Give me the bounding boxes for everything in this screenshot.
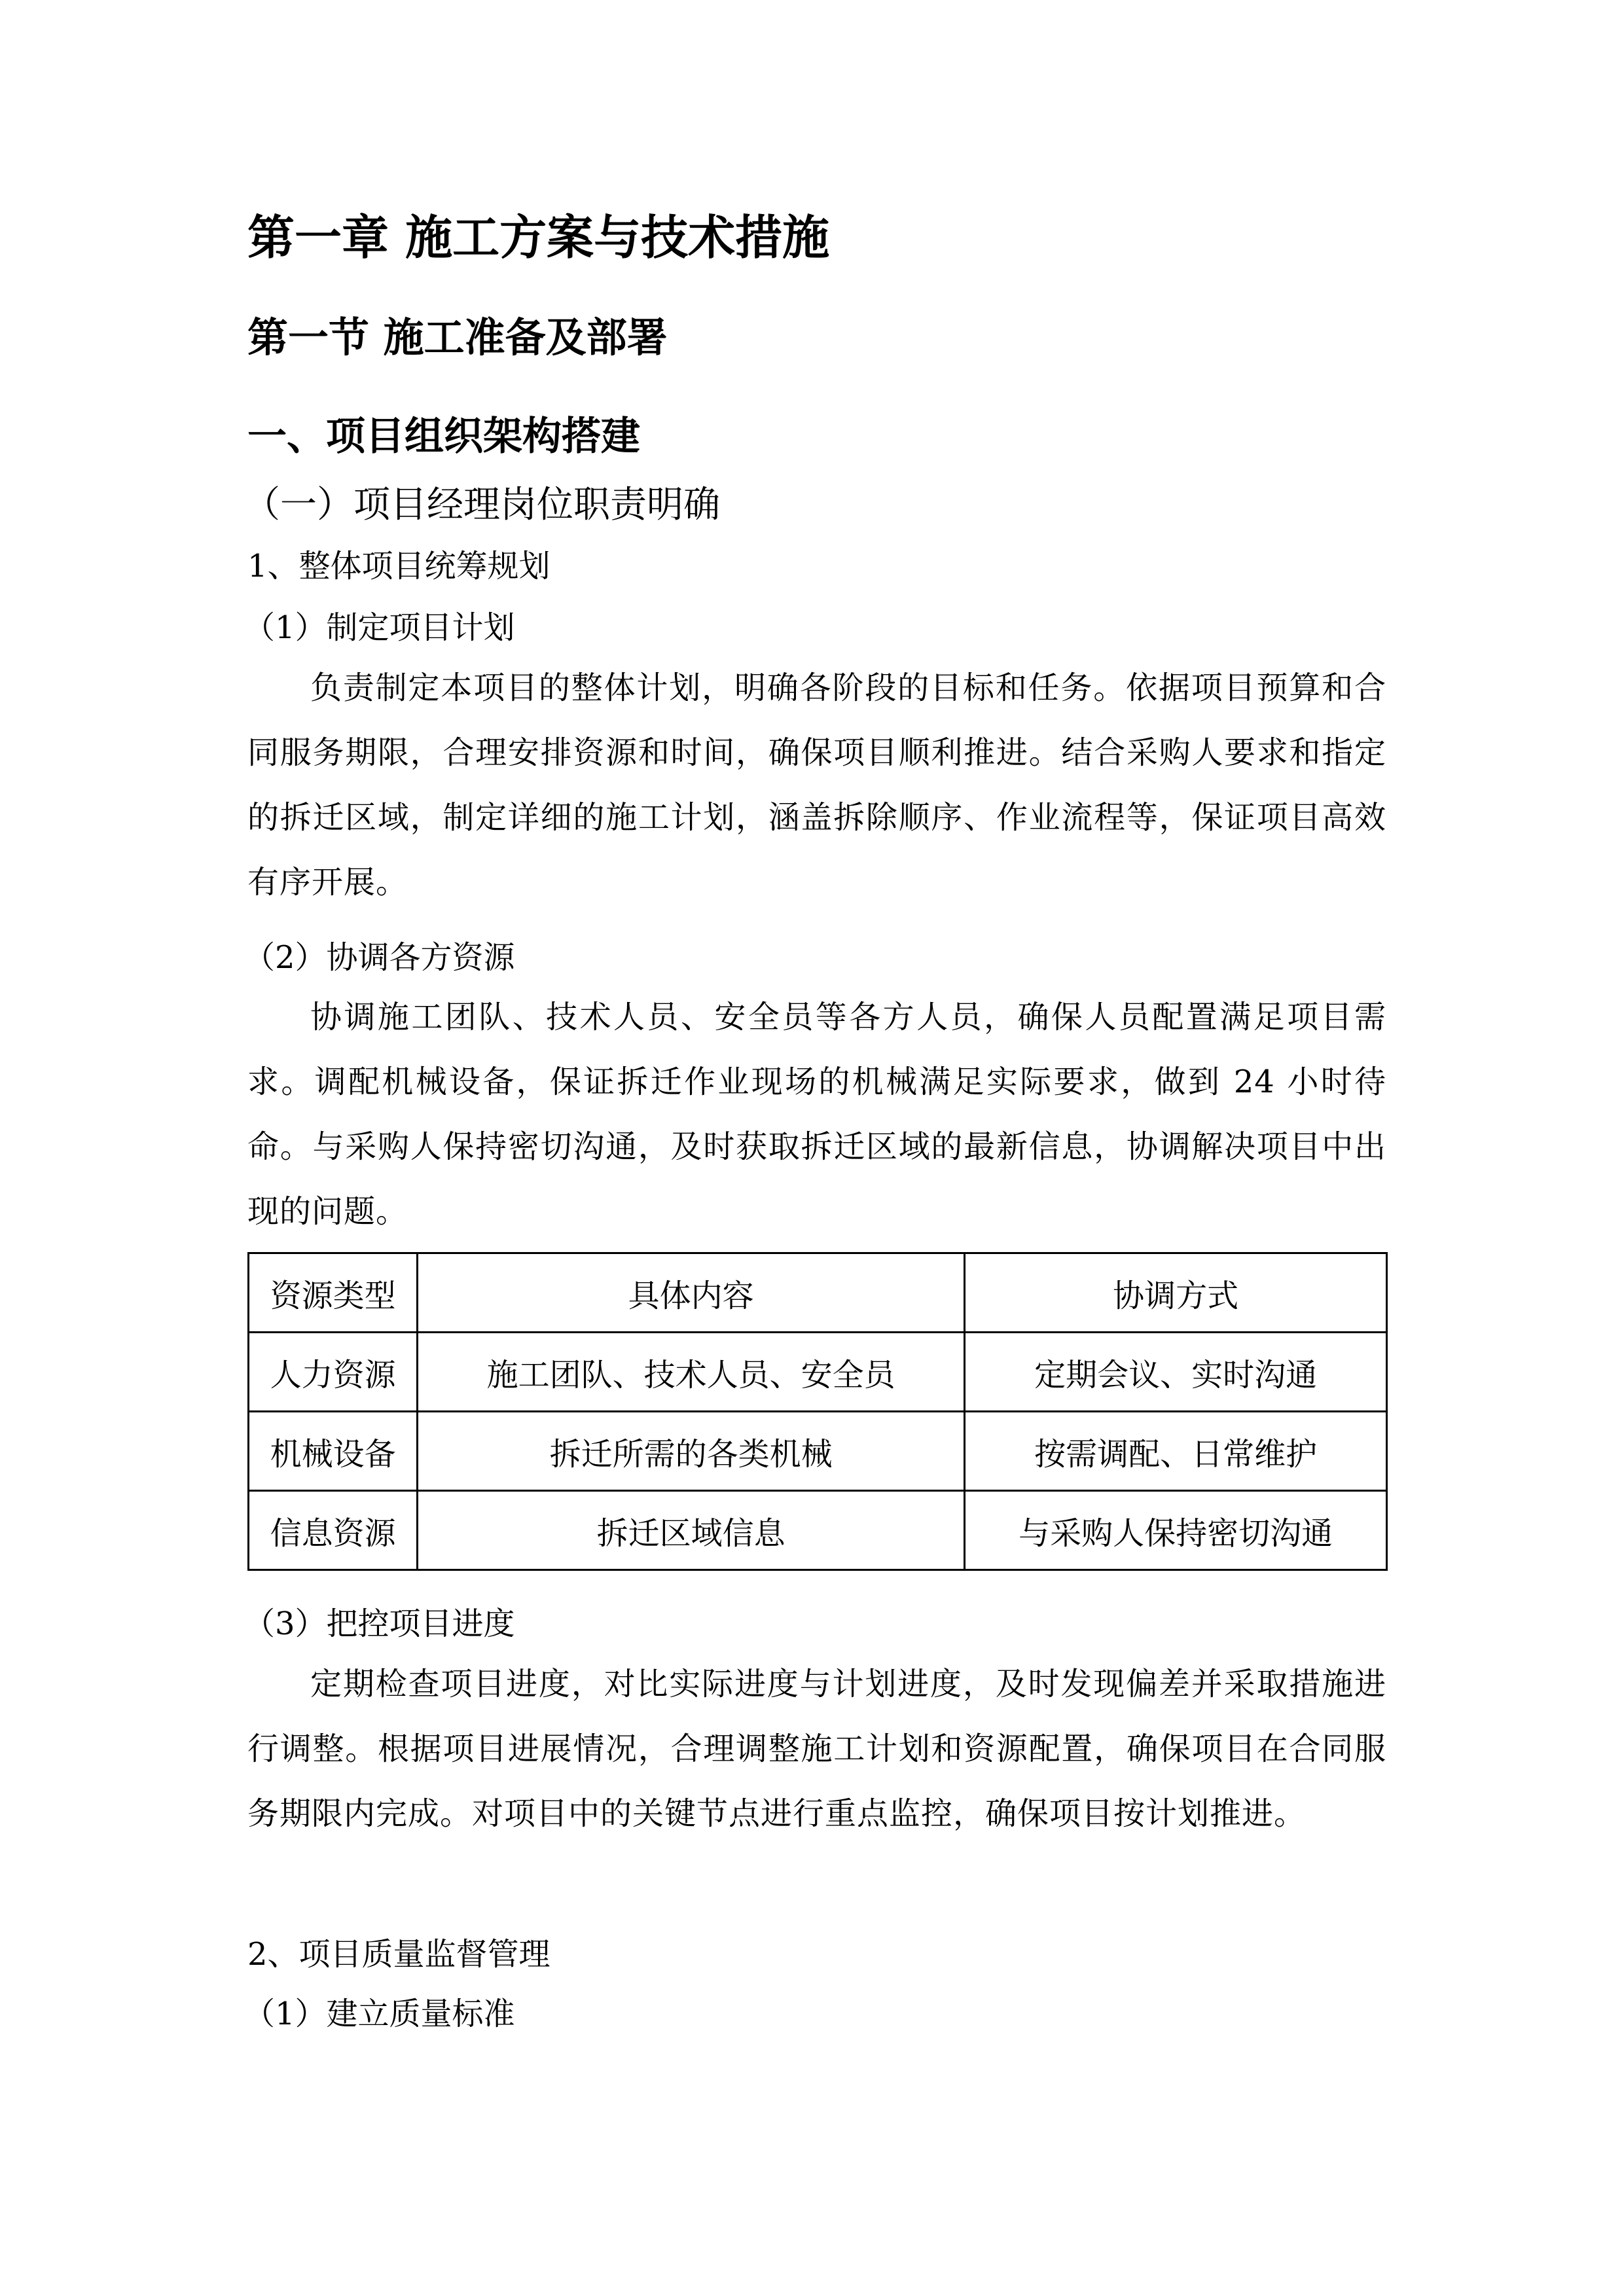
- item1-p1-title: （1）制定项目计划: [244, 609, 515, 646]
- table-cell: 与采购人保持密切沟通: [965, 1491, 1387, 1570]
- table-cell: 机械设备: [249, 1412, 418, 1491]
- table-cell: 施工团队、技术人员、安全员: [418, 1333, 965, 1412]
- section-title: 第一节 施工准备及部署: [247, 314, 668, 361]
- part-title: 一、项目组织架构搭建: [247, 414, 640, 459]
- table-header-cell: 具体内容: [418, 1253, 965, 1333]
- table-cell: 信息资源: [249, 1491, 418, 1570]
- item1-p2-text: 协调施工团队、技术人员、安全员等各方人员，确保人员配置满足项目需求。调配机械设备，保证拆迁作业现场的机械满足实际要求，做到 24 小时待命。与采购人保持密切沟通，及时获取拆迁区域的最新信息，协调解决项目中出现的问题。: [247, 999, 1386, 1230]
- sub-title: （一）项目经理岗位职责明确: [244, 484, 720, 526]
- table-cell: 定期会议、实时沟通: [965, 1333, 1387, 1412]
- chapter-title: 第一章 施工方案与技术措施: [247, 210, 830, 265]
- table-row: [249, 1333, 1387, 1412]
- item1-p1-text: 负责制定本项目的整体计划，明确各阶段的目标和任务。依据项目预算和合同服务期限，合理安排资源和时间，确保项目顺利推进。结合采购人要求和指定的拆迁区域，制定详细的施工计划，涵盖拆除顺序、作业流程等，保证项目高效有序开展。: [247, 670, 1386, 901]
- item1-p3-text: 定期检查项目进度，对比实际进度与计划进度，及时发现偏差并采取措施进行调整。根据项目进展情况，合理调整施工计划和资源配置，确保项目在合同服务期限内完成。对项目中的关键节点进行重点监控，确保项目按计划推进。: [247, 1666, 1386, 1832]
- table-cell: 拆迁所需的各类机械: [418, 1412, 965, 1491]
- item1-p2-title: （2）协调各方资源: [244, 939, 515, 976]
- table-header-cell: 协调方式: [965, 1253, 1387, 1333]
- item1-title: 1、整体项目统筹规划: [247, 548, 550, 584]
- table-row: [249, 1412, 1387, 1491]
- table-header-cell: 资源类型: [249, 1253, 418, 1333]
- item2-title: 2、项目质量监督管理: [247, 1936, 550, 1973]
- item1-p3-title: （3）把控项目进度: [244, 1605, 515, 1642]
- table-cell: 按需调配、日常维护: [965, 1412, 1387, 1491]
- table-cell: 拆迁区域信息: [418, 1491, 965, 1570]
- table-header-row: [249, 1253, 1387, 1333]
- table-cell: 人力资源: [249, 1333, 418, 1412]
- resource-table: [247, 1252, 1388, 1571]
- table-row: [249, 1491, 1387, 1570]
- item2-p1-title: （1）建立质量标准: [244, 1996, 515, 2032]
